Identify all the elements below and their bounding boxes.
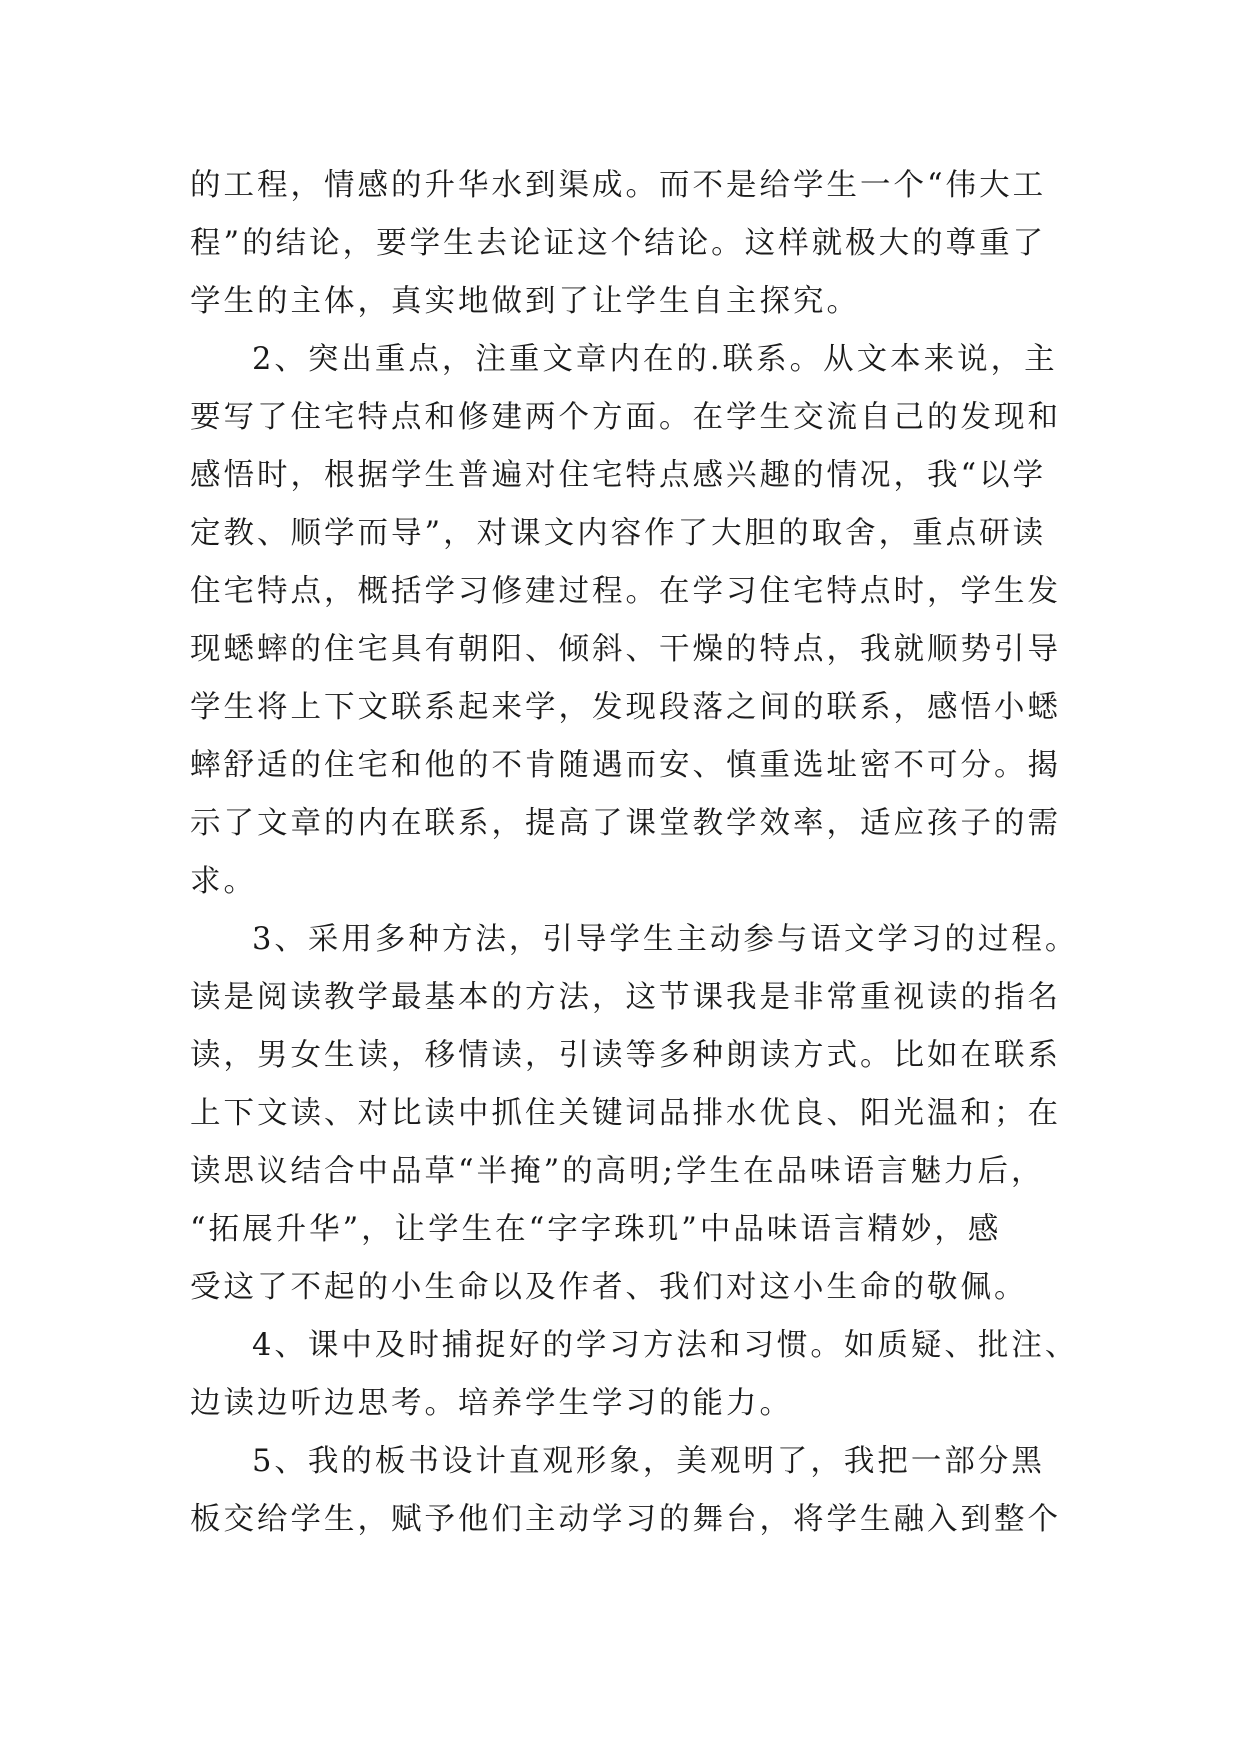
- text-line: 学生的主体，真实地做到了让学生自主探究。: [190, 284, 860, 319]
- text-line: 边读边听边思考。培养学生学习的能力。: [190, 1386, 793, 1421]
- paragraph-3-start: 3、采用多种方法，引导学生主动参与语文学习的过程。: [252, 922, 1079, 957]
- document-body: [190, 157, 1079, 1549]
- text-line: 受这了不起的小生命以及作者、我们对这小生命的敬佩。: [190, 1270, 1028, 1305]
- text-line: 感悟时，根据学生普遍对住宅特点感兴趣的情况，我“以学: [190, 458, 1047, 493]
- text-line: 程”的结论，要学生去论证这个结论。这样就极大的尊重了: [190, 226, 1047, 261]
- text-line: 读，男女生读，移情读，引读等多种朗读方式。比如在联系: [190, 1038, 1061, 1073]
- text-line: 蟀舒适的住宅和他的不肯随遇而安、慎重选址密不可分。揭: [190, 748, 1061, 783]
- text-line: 读是阅读教学最基本的方法，这节课我是非常重视读的指名: [190, 980, 1061, 1015]
- text-line: 住宅特点，概括学习修建过程。在学习住宅特点时，学生发: [190, 574, 1061, 609]
- text-line: 要写了住宅特点和修建两个方面。在学生交流自己的发现和: [190, 400, 1061, 435]
- text-line: 读思议结合中品草“半掩”的高明;学生在品味语言魅力后，: [190, 1154, 1045, 1189]
- text-line: 定教、顺学而导”，对课文内容作了大胆的取舍，重点研读: [190, 516, 1047, 551]
- text-line: 板交给学生，赋予他们主动学习的舞台，将学生融入到整个: [190, 1502, 1061, 1537]
- text-line: 示了文章的内在联系，提高了课堂教学效率，适应孩子的需: [190, 806, 1061, 841]
- text-line: 学生将上下文联系起来学，发现段落之间的联系，感悟小蟋: [190, 690, 1061, 725]
- text-line: 上下文读、对比读中抓住关键词品排水优良、阳光温和；在: [190, 1096, 1061, 1131]
- text-line: “拓展升华”，让学生在“字字珠玑”中品味语言精妙，感: [190, 1212, 1002, 1247]
- text-line: 求。: [190, 864, 257, 899]
- text-line: 现蟋蟀的住宅具有朝阳、倾斜、干燥的特点，我就顺势引导: [190, 632, 1061, 667]
- paragraph-4-start: 4、课中及时捕捉好的学习方法和习惯。如质疑、批注、: [252, 1328, 1079, 1363]
- paragraph-2-start: 2、突出重点，注重文章内在的.联系。从文本来说，主: [252, 342, 1058, 377]
- text-line: 的工程，情感的升华水到渠成。而不是给学生一个“伟大工: [190, 168, 1047, 203]
- paragraph-5-start: 5、我的板书设计直观形象，美观明了，我把一部分黑: [252, 1444, 1045, 1479]
